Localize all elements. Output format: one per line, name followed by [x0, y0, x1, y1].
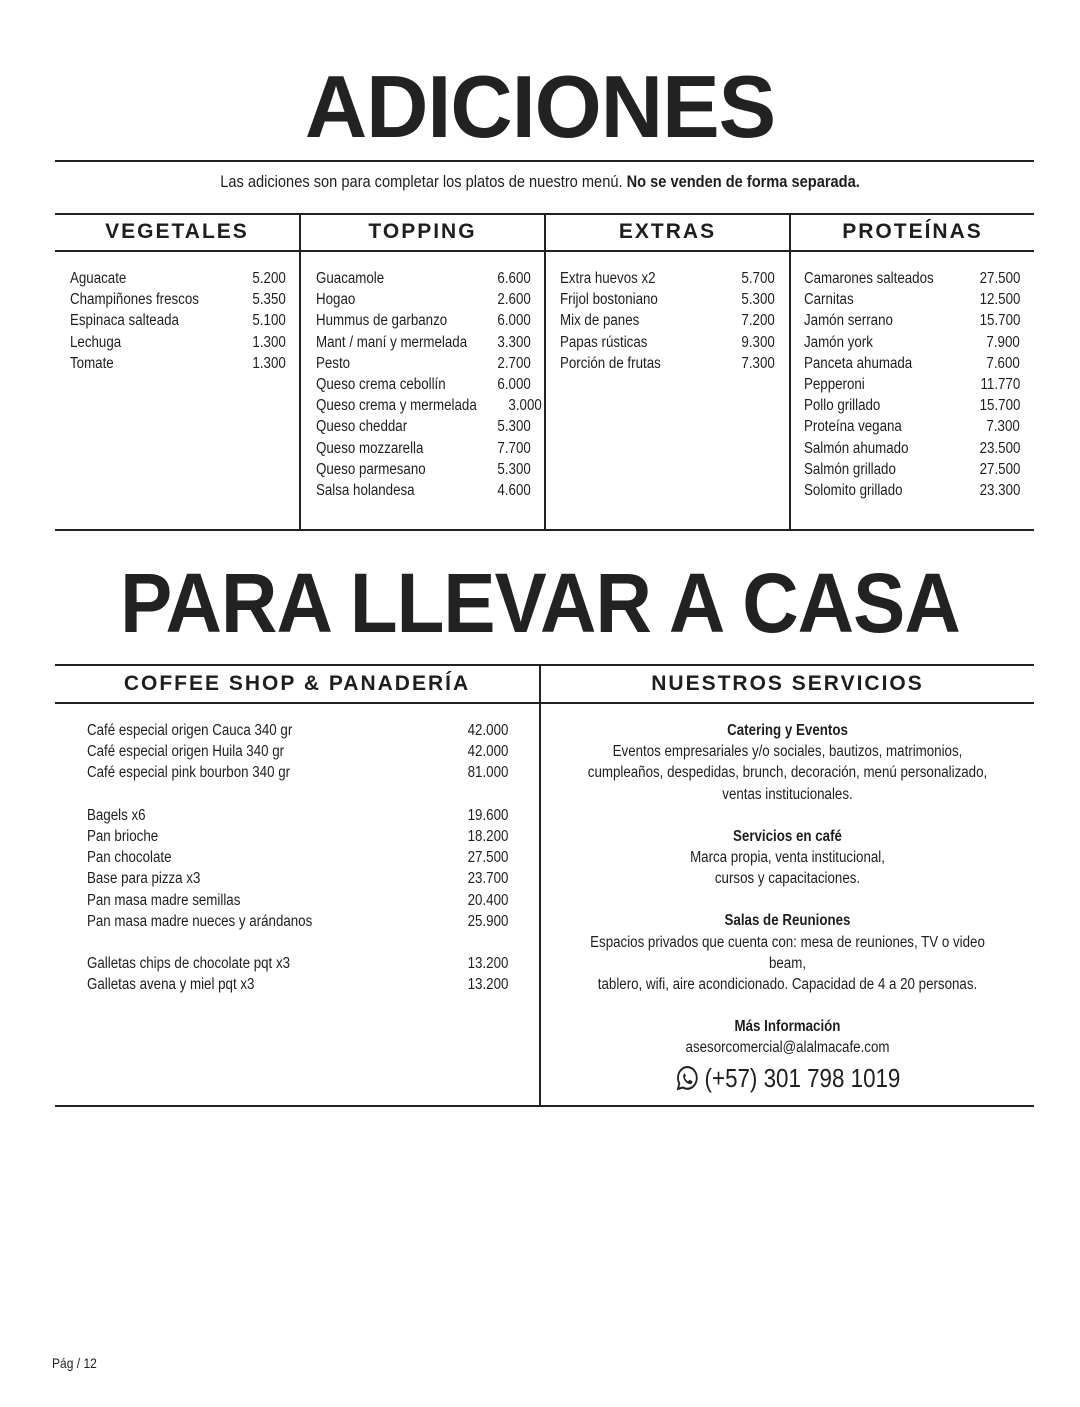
item-name: Pan masa madre nueces y arándanos — [87, 912, 313, 930]
item-price: 5.300 — [497, 418, 531, 436]
item-price: 15.700 — [979, 397, 1020, 415]
menu-item — [70, 310, 286, 331]
service-line: Eventos empresariales y/o sociales, bautizos, matrimonios, — [612, 743, 963, 761]
menu-item — [804, 310, 1020, 331]
menu-item — [560, 289, 775, 310]
service-title: Catering y Eventos — [727, 722, 848, 739]
menu-item — [87, 805, 508, 826]
servicios-section — [541, 720, 1034, 1080]
item-name: Queso crema cebollín — [316, 376, 446, 394]
item-name: Hummus de garbanzo — [316, 312, 448, 330]
menu-item — [804, 480, 1020, 501]
menu-item — [70, 289, 286, 310]
item-price: 3.000 — [508, 397, 542, 415]
item-name: Pan chocolate — [87, 849, 172, 867]
service-line: Marca propia, venta institucional, — [690, 849, 885, 867]
item-name: Pan brioche — [87, 828, 159, 845]
item-price: 23.500 — [979, 439, 1020, 457]
menu-item — [316, 480, 531, 501]
item-price: 3.300 — [497, 333, 531, 351]
menu-item — [560, 310, 775, 331]
item-name: Galletas chips de chocolate pqt x3 — [87, 955, 291, 973]
menu-item — [804, 268, 1020, 289]
menu-item — [560, 353, 775, 374]
item-name: Papas rústicas — [560, 333, 648, 351]
service-block-info — [576, 1016, 1000, 1058]
menu-item — [87, 720, 508, 741]
item-name: Galletas avena y miel pqt x3 — [87, 976, 255, 994]
service-block-salas — [576, 910, 1000, 995]
item-price: 42.000 — [467, 743, 508, 761]
service-line: tablero, wifi, aire acondicionado. Capacidad de 4 a 20 personas. — [597, 976, 978, 994]
service-block-catering — [576, 720, 1000, 805]
vegetales-list — [70, 268, 286, 374]
coffee-shop-header: COFFEE SHOP & PANADERÍA — [123, 672, 471, 695]
item-name: Aguacate — [70, 270, 127, 287]
item-price: 42.000 — [467, 722, 508, 739]
column-divider — [789, 213, 791, 531]
item-name: Café especial origen Cauca 340 gr — [87, 722, 293, 739]
divider — [55, 1105, 1034, 1107]
item-price: 15.700 — [979, 312, 1020, 330]
servicios-header: NUESTROS SERVICIOS — [651, 672, 924, 695]
service-line: cumpleaños, despedidas, brunch, decoración, menú personalizado, — [587, 764, 988, 782]
item-price: 27.500 — [979, 270, 1020, 287]
column-header-topping: TOPPING — [368, 220, 477, 243]
item-name: Panceta ahumada — [804, 354, 913, 372]
item-price: 13.200 — [467, 976, 508, 994]
item-name: Mant / maní y mermelada — [316, 333, 468, 351]
spacer — [87, 932, 508, 953]
extras-list — [560, 268, 775, 374]
topping-list — [316, 268, 542, 501]
item-price: 9.300 — [741, 333, 775, 351]
menu-item — [804, 332, 1020, 353]
item-price: 23.300 — [979, 482, 1020, 500]
item-name: Pollo grillado — [804, 397, 881, 415]
column-divider — [544, 213, 546, 531]
menu-item — [804, 353, 1020, 374]
coffee-shop-list — [87, 720, 508, 996]
item-price: 6.000 — [497, 312, 531, 330]
menu-item — [316, 438, 531, 459]
menu-item — [87, 974, 508, 995]
menu-item — [804, 395, 1020, 416]
item-price: 5.100 — [252, 312, 286, 330]
item-price: 27.500 — [467, 849, 508, 867]
menu-item — [804, 459, 1020, 480]
item-name: Champiñones frescos — [70, 291, 199, 309]
item-name: Salsa holandesa — [316, 482, 415, 500]
item-price: 81.000 — [467, 764, 508, 782]
item-name: Pan masa madre semillas — [87, 891, 241, 909]
menu-item — [87, 741, 508, 762]
intro-note: No se venden de forma separada. — [626, 172, 860, 191]
column-header-proteinas: PROTEÍNAS — [842, 220, 983, 243]
item-name: Espinaca salteada — [70, 312, 179, 330]
phone-number: (+57) 301 798 1019 — [704, 1063, 901, 1093]
item-price: 7.900 — [986, 333, 1020, 351]
email-link[interactable]: asesorcomercial@alalmacafe.com — [685, 1039, 890, 1057]
item-name: Camarones salteados — [804, 270, 934, 287]
para-llevar-title: PARA LLEVAR A CASA — [120, 556, 960, 650]
item-price: 7.600 — [986, 354, 1020, 372]
service-block-cafe — [576, 826, 1000, 890]
item-price: 1.300 — [252, 354, 286, 372]
menu-item — [87, 847, 508, 868]
item-name: Queso crema y mermelada — [316, 397, 477, 415]
menu-item — [70, 332, 286, 353]
item-price: 20.400 — [467, 891, 508, 909]
item-name: Base para pizza x3 — [87, 870, 201, 888]
item-price: 1.300 — [252, 333, 286, 351]
item-price: 27.500 — [979, 460, 1020, 478]
menu-item — [804, 438, 1020, 459]
item-name: Queso cheddar — [316, 418, 408, 436]
page-number: Pág / 12 — [52, 1355, 97, 1371]
divider — [55, 160, 1034, 162]
item-name: Queso mozzarella — [316, 439, 424, 457]
item-price: 7.300 — [986, 418, 1020, 436]
menu-item — [804, 416, 1020, 437]
spacer — [87, 784, 508, 805]
menu-item — [316, 289, 531, 310]
menu-item — [804, 374, 1020, 395]
menu-item — [316, 353, 531, 374]
item-price: 7.300 — [741, 354, 775, 372]
item-name: Jamón york — [804, 333, 873, 351]
item-name: Lechuga — [70, 333, 122, 351]
item-name: Tomate — [70, 354, 114, 372]
item-name: Salmón grillado — [804, 460, 896, 478]
item-name: Carnitas — [804, 291, 854, 309]
service-title: Más Información — [734, 1018, 841, 1036]
menu-item — [316, 332, 531, 353]
column-header-extras: EXTRAS — [618, 220, 717, 243]
menu-item — [560, 332, 775, 353]
adiciones-title: ADICIONES — [304, 57, 776, 156]
proteinas-list — [804, 268, 1020, 501]
item-name: Hogao — [316, 291, 356, 309]
item-price: 5.300 — [497, 460, 531, 478]
column-divider — [299, 213, 301, 531]
service-line: ventas institucionales. — [722, 785, 853, 803]
item-price: 2.700 — [497, 354, 531, 372]
item-name: Jamón serrano — [804, 312, 893, 330]
item-price: 2.600 — [497, 291, 531, 309]
menu-item — [87, 953, 508, 974]
item-name: Guacamole — [316, 270, 385, 287]
menu-item — [87, 826, 508, 847]
item-price: 7.200 — [741, 312, 775, 330]
item-name: Pepperoni — [804, 376, 865, 394]
menu-item — [316, 268, 531, 289]
menu-item — [87, 868, 508, 889]
item-name: Café especial pink bourbon 340 gr — [87, 764, 291, 782]
item-price: 19.600 — [467, 806, 508, 824]
menu-item — [70, 268, 286, 289]
menu-item — [316, 416, 531, 437]
item-name: Proteína vegana — [804, 418, 902, 436]
intro-text: Las adiciones son para completar los platos de nuestro menú. — [220, 172, 627, 191]
item-name: Pesto — [316, 354, 351, 372]
menu-item — [316, 310, 531, 331]
item-price: 4.600 — [497, 482, 531, 500]
item-name: Salmón ahumado — [804, 439, 909, 457]
service-line: cursos y capacitaciones. — [714, 870, 861, 888]
menu-item — [804, 289, 1020, 310]
item-name: Extra huevos x2 — [560, 270, 656, 287]
item-price: 6.600 — [497, 270, 531, 287]
item-price: 18.200 — [467, 828, 508, 845]
menu-item — [87, 890, 508, 911]
item-price: 7.700 — [497, 439, 531, 457]
menu-item — [316, 395, 542, 416]
menu-item — [316, 459, 531, 480]
item-price: 5.300 — [741, 291, 775, 309]
item-price: 23.700 — [467, 870, 508, 888]
menu-item — [70, 353, 286, 374]
item-price: 12.500 — [979, 291, 1020, 309]
item-price: 6.000 — [497, 376, 531, 394]
item-price: 13.200 — [467, 955, 508, 973]
item-price: 5.350 — [252, 291, 286, 309]
column-header-vegetales: VEGETALES — [105, 220, 249, 243]
item-price: 11.770 — [980, 376, 1020, 394]
menu-item — [87, 762, 508, 783]
phone-contact[interactable] — [541, 1060, 1034, 1101]
service-line: Espacios privados que cuenta con: mesa de reuniones, TV o video beam, — [590, 933, 985, 972]
service-title: Salas de Reuniones — [724, 912, 851, 930]
adiciones-intro — [76, 172, 1005, 192]
item-price: 5.700 — [741, 270, 775, 287]
item-name: Solomito grillado — [804, 482, 903, 500]
item-name: Queso parmesano — [316, 460, 426, 478]
menu-item — [87, 911, 508, 932]
item-name: Frijol bostoniano — [560, 291, 658, 309]
divider — [55, 702, 1034, 704]
item-name: Café especial origen Huila 340 gr — [87, 743, 285, 761]
whatsapp-icon — [675, 1064, 699, 1092]
item-name: Mix de panes — [560, 312, 640, 330]
service-title: Servicios en café — [733, 827, 842, 845]
menu-item — [316, 374, 531, 395]
item-name: Bagels x6 — [87, 806, 146, 824]
menu-item — [560, 268, 775, 289]
item-price: 25.900 — [467, 912, 508, 930]
item-price: 5.200 — [252, 270, 286, 287]
item-name: Porción de frutas — [560, 354, 661, 372]
